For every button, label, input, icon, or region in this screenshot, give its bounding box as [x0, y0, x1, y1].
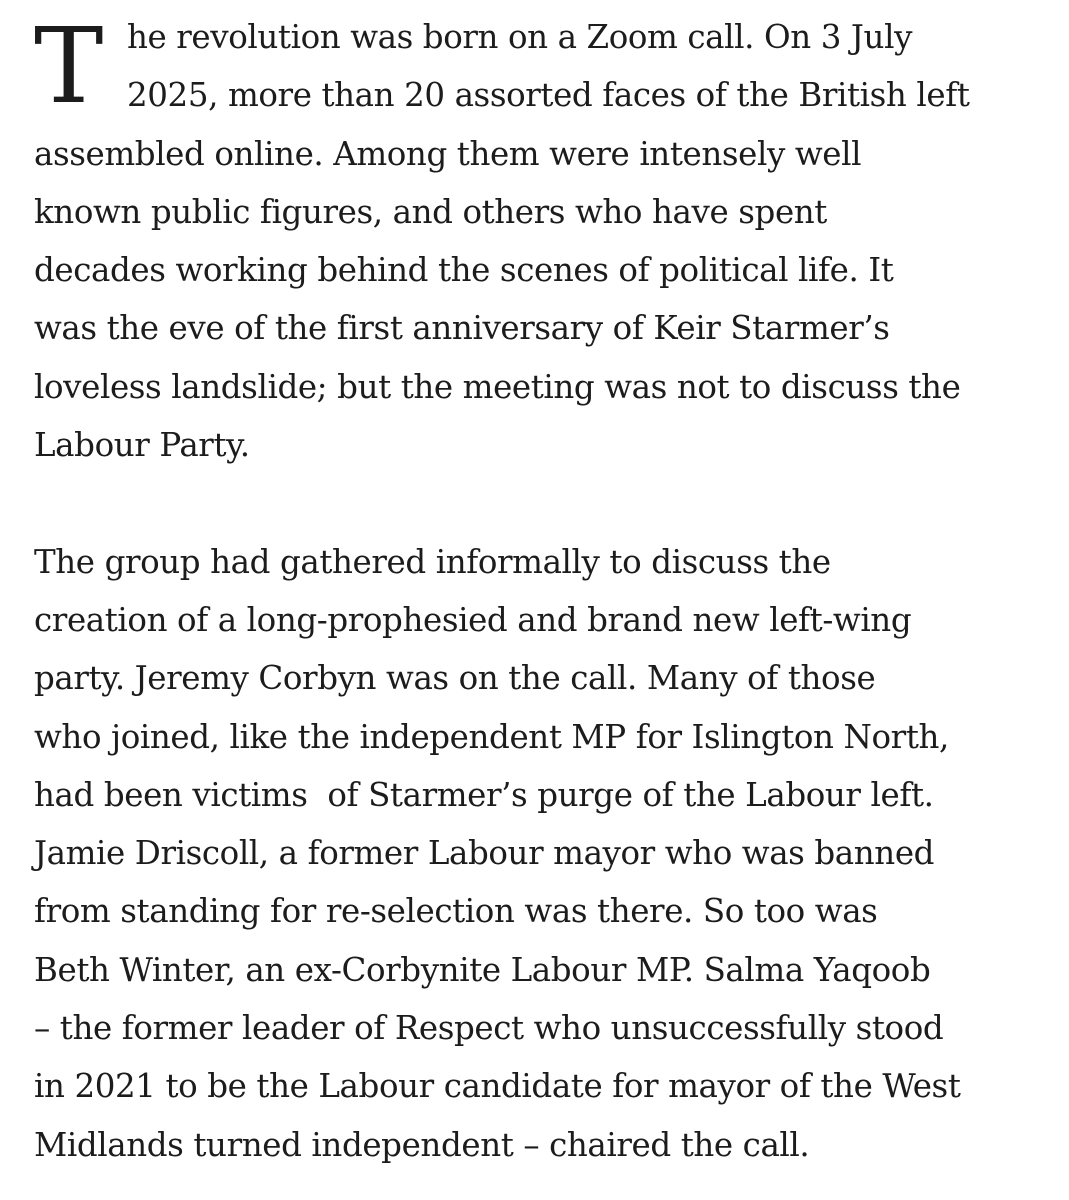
paragraph-line: – the former leader of Respect who unsuccessfully stood	[34, 1009, 944, 1048]
paragraph-line: Midlands turned independent – chaired the call.	[34, 1125, 810, 1164]
paragraph-line: 2025, more than 20 assorted faces of the British left	[127, 76, 970, 115]
paragraph-line: Beth Winter, an ex-Corbynite Labour MP. Salma Yaqoob	[34, 950, 931, 989]
paragraph-line: The group had gathered informally to discuss the	[34, 542, 831, 581]
paragraph-line: party. Jeremy Corbyn was on the call. Many of those	[34, 659, 876, 698]
paragraph-line: known public figures, and others who have spent	[34, 192, 827, 231]
paragraph-spacer	[34, 474, 1044, 532]
paragraph-1	[34, 5, 1044, 474]
paragraph-line: who joined, like the independent MP for Islington North,	[34, 717, 949, 756]
paragraph-line: in 2021 to be the Labour candidate for mayor of the West	[34, 1067, 961, 1106]
drop-cap: T	[34, 5, 104, 127]
paragraph-line: from standing for re-selection was there. So too was	[34, 892, 878, 931]
paragraph-line: was the eve of the first anniversary of Keir Starmer’s	[34, 309, 890, 348]
paragraph-line: creation of a long-prophesied and brand new left-wing	[34, 600, 912, 639]
article-body	[34, 5, 1044, 1174]
paragraph-line: Labour Party.	[34, 426, 250, 465]
paragraph-line: decades working behind the scenes of political life. It	[34, 251, 894, 290]
paragraph-2	[34, 533, 1044, 1174]
paragraph-line: loveless landslide; but the meeting was not to discuss the	[34, 367, 961, 406]
paragraph-line: Jamie Driscoll, a former Labour mayor who was banned	[34, 834, 935, 873]
paragraph-line: had been victims of Starmer’s purge of the Labour left.	[34, 775, 934, 814]
paragraph-line: he revolution was born on a Zoom call. On 3 July	[127, 18, 913, 56]
paragraph-line: assembled online. Among them were intensely well	[34, 134, 862, 173]
